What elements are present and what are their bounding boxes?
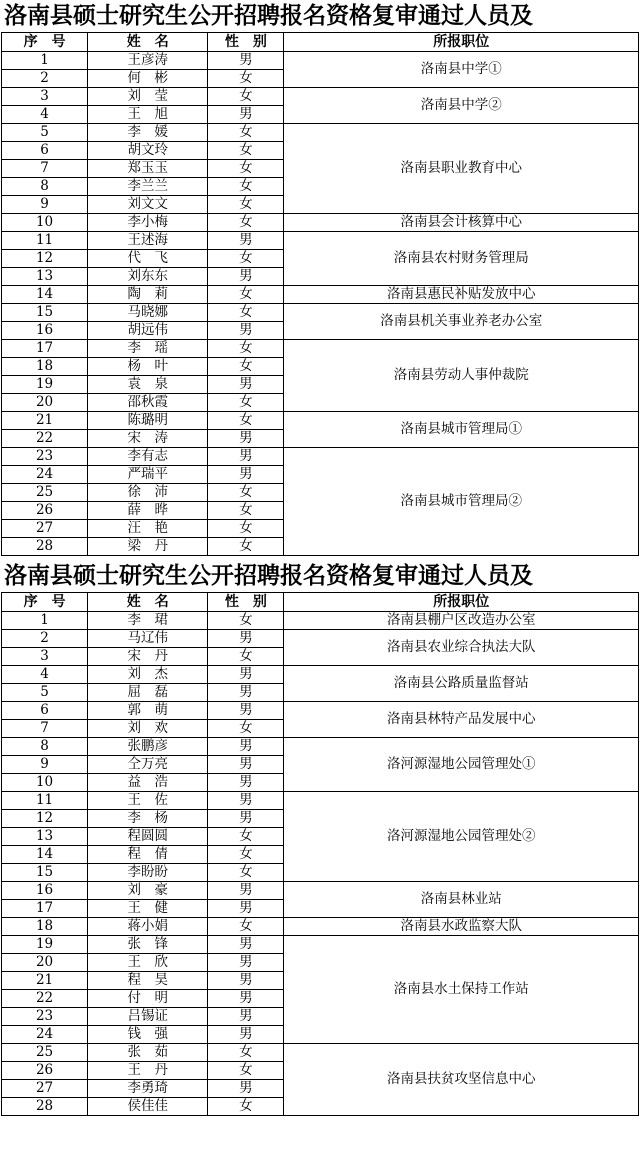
row-number: 24 (2, 1026, 88, 1044)
applicant-gender: 女 (208, 394, 284, 412)
applicant-gender: 女 (208, 250, 284, 268)
row-number: 13 (2, 828, 88, 846)
applicant-gender: 女 (208, 720, 284, 738)
position-cell: 洛河源湿地公园管理处① (284, 738, 639, 792)
row-number: 25 (2, 1044, 88, 1062)
sheet-title: 洛南县硕士研究生公开招聘报名资格复审通过人员及 (0, 560, 640, 592)
table-row (2, 882, 639, 900)
applicant-gender: 男 (208, 792, 284, 810)
position-cell: 洛南县城市管理局② (284, 448, 639, 556)
table-header-row (2, 593, 639, 612)
row-number: 7 (2, 720, 88, 738)
applicant-gender: 女 (208, 178, 284, 196)
position-cell: 洛南县会计核算中心 (284, 214, 639, 232)
applicant-name: 郑玉玉 (88, 160, 208, 178)
applicant-name: 刘东东 (88, 268, 208, 286)
applicant-gender: 女 (208, 828, 284, 846)
row-number: 10 (2, 214, 88, 232)
table-row (2, 630, 639, 648)
column-header: 姓 名 (88, 33, 208, 52)
applicant-gender: 男 (208, 232, 284, 250)
applicant-name: 王 丹 (88, 1062, 208, 1080)
applicant-name: 陶 莉 (88, 286, 208, 304)
table-row (2, 612, 639, 630)
applicant-name: 刘 豪 (88, 882, 208, 900)
row-number: 11 (2, 232, 88, 250)
applicant-name: 梁 丹 (88, 538, 208, 556)
applicant-name: 刘文文 (88, 196, 208, 214)
position-cell: 洛南县水政监察大队 (284, 918, 639, 936)
applicant-gender: 男 (208, 466, 284, 484)
table-row (2, 88, 639, 106)
applicant-name: 仝万亮 (88, 756, 208, 774)
row-number: 6 (2, 142, 88, 160)
applicant-gender: 男 (208, 268, 284, 286)
row-number: 25 (2, 484, 88, 502)
row-number: 16 (2, 882, 88, 900)
row-number: 28 (2, 538, 88, 556)
applicant-gender: 女 (208, 196, 284, 214)
applicant-gender: 女 (208, 160, 284, 178)
applicant-gender: 男 (208, 1026, 284, 1044)
applicant-gender: 男 (208, 106, 284, 124)
applicant-gender: 女 (208, 214, 284, 232)
applicant-name: 严瑞平 (88, 466, 208, 484)
applicant-gender: 男 (208, 1008, 284, 1026)
row-number: 10 (2, 774, 88, 792)
row-number: 22 (2, 430, 88, 448)
applicant-name: 刘 莹 (88, 88, 208, 106)
row-number: 17 (2, 340, 88, 358)
column-header: 性 别 (208, 593, 284, 612)
applicant-gender: 女 (208, 340, 284, 358)
applicant-name: 王 健 (88, 900, 208, 918)
applicant-name: 付 明 (88, 990, 208, 1008)
column-header: 所报职位 (284, 593, 639, 612)
applicant-gender: 女 (208, 648, 284, 666)
applicant-name: 马辽伟 (88, 630, 208, 648)
applicant-name: 侯佳佳 (88, 1098, 208, 1116)
applicant-name: 刘 欢 (88, 720, 208, 738)
applicant-name: 李盼盼 (88, 864, 208, 882)
applicant-name: 王 欣 (88, 954, 208, 972)
applicant-name: 王 佐 (88, 792, 208, 810)
row-number: 24 (2, 466, 88, 484)
row-number: 9 (2, 756, 88, 774)
applicant-gender: 女 (208, 70, 284, 88)
applicant-name: 李 杨 (88, 810, 208, 828)
applicant-name: 宋 丹 (88, 648, 208, 666)
row-number: 20 (2, 954, 88, 972)
table-row (2, 304, 639, 322)
row-number: 28 (2, 1098, 88, 1116)
table-row (2, 936, 639, 954)
applicant-gender: 男 (208, 936, 284, 954)
applicant-name: 蒋小娟 (88, 918, 208, 936)
table-row (2, 1044, 639, 1062)
position-cell: 洛南县中学① (284, 52, 639, 88)
position-cell: 洛南县扶贫攻坚信息中心 (284, 1044, 639, 1116)
applicant-name: 张 锋 (88, 936, 208, 954)
row-number: 26 (2, 502, 88, 520)
applicant-name: 李勇琦 (88, 1080, 208, 1098)
applicant-gender: 男 (208, 702, 284, 720)
applicant-gender: 男 (208, 810, 284, 828)
roster-table (1, 592, 639, 1116)
applicant-name: 张 茹 (88, 1044, 208, 1062)
column-header: 序 号 (2, 33, 88, 52)
applicant-name: 陈璐明 (88, 412, 208, 430)
row-number: 7 (2, 160, 88, 178)
table-row (2, 286, 639, 304)
row-number: 8 (2, 178, 88, 196)
applicant-gender: 男 (208, 954, 284, 972)
applicant-gender: 女 (208, 304, 284, 322)
roster-sheet-2 (0, 560, 640, 1116)
position-cell: 洛南县劳动人事仲裁院 (284, 340, 639, 412)
applicant-name: 何 彬 (88, 70, 208, 88)
table-row (2, 738, 639, 756)
table-row (2, 666, 639, 684)
table-row (2, 214, 639, 232)
applicant-name: 王彦涛 (88, 52, 208, 70)
applicant-name: 程圆圆 (88, 828, 208, 846)
row-number: 9 (2, 196, 88, 214)
position-cell: 洛南县水土保持工作站 (284, 936, 639, 1044)
position-cell: 洛南县中学② (284, 88, 639, 124)
applicant-gender: 女 (208, 1044, 284, 1062)
row-number: 4 (2, 106, 88, 124)
row-number: 2 (2, 70, 88, 88)
applicant-gender: 男 (208, 756, 284, 774)
position-cell: 洛南县城市管理局① (284, 412, 639, 448)
applicant-gender: 女 (208, 918, 284, 936)
applicant-gender: 男 (208, 990, 284, 1008)
table-row (2, 792, 639, 810)
applicant-name: 刘 杰 (88, 666, 208, 684)
applicant-gender: 男 (208, 52, 284, 70)
applicant-gender: 男 (208, 882, 284, 900)
position-cell: 洛南县林业站 (284, 882, 639, 918)
applicant-gender: 男 (208, 684, 284, 702)
applicant-gender: 男 (208, 376, 284, 394)
row-number: 26 (2, 1062, 88, 1080)
applicant-gender: 女 (208, 142, 284, 160)
applicant-name: 郭 萌 (88, 702, 208, 720)
roster-table (1, 32, 639, 556)
applicant-gender: 女 (208, 412, 284, 430)
applicant-gender: 女 (208, 124, 284, 142)
row-number: 27 (2, 1080, 88, 1098)
applicant-name: 益 浩 (88, 774, 208, 792)
position-cell: 洛南县棚户区改造办公室 (284, 612, 639, 630)
applicant-name: 吕锡证 (88, 1008, 208, 1026)
applicant-name: 李 珺 (88, 612, 208, 630)
applicant-gender: 男 (208, 666, 284, 684)
table-row (2, 52, 639, 70)
applicant-name: 汪 艳 (88, 520, 208, 538)
row-number: 15 (2, 304, 88, 322)
position-cell: 洛南县职业教育中心 (284, 124, 639, 214)
applicant-name: 李有志 (88, 448, 208, 466)
table-row (2, 702, 639, 720)
applicant-name: 王 旭 (88, 106, 208, 124)
applicant-name: 李 媛 (88, 124, 208, 142)
applicant-gender: 男 (208, 448, 284, 466)
applicant-gender: 女 (208, 864, 284, 882)
row-number: 23 (2, 448, 88, 466)
row-number: 14 (2, 846, 88, 864)
row-number: 27 (2, 520, 88, 538)
applicant-gender: 女 (208, 612, 284, 630)
applicant-name: 邵秋霞 (88, 394, 208, 412)
row-number: 19 (2, 376, 88, 394)
row-number: 20 (2, 394, 88, 412)
position-cell: 洛南县农业综合执法大队 (284, 630, 639, 666)
table-row (2, 918, 639, 936)
position-cell: 洛南县农村财务管理局 (284, 232, 639, 286)
applicant-gender: 女 (208, 1098, 284, 1116)
applicant-gender: 男 (208, 430, 284, 448)
applicant-name: 宋 涛 (88, 430, 208, 448)
table-row (2, 340, 639, 358)
applicant-name: 袁 泉 (88, 376, 208, 394)
column-header: 性 别 (208, 33, 284, 52)
column-header: 姓 名 (88, 593, 208, 612)
row-number: 23 (2, 1008, 88, 1026)
applicant-gender: 女 (208, 520, 284, 538)
row-number: 1 (2, 52, 88, 70)
applicant-name: 杨 叶 (88, 358, 208, 376)
row-number: 17 (2, 900, 88, 918)
row-number: 14 (2, 286, 88, 304)
position-cell: 洛南县公路质量监督站 (284, 666, 639, 702)
applicant-name: 胡远伟 (88, 322, 208, 340)
row-number: 5 (2, 124, 88, 142)
row-number: 11 (2, 792, 88, 810)
applicant-gender: 男 (208, 900, 284, 918)
applicant-name: 徐 沛 (88, 484, 208, 502)
applicant-gender: 女 (208, 502, 284, 520)
applicant-name: 屈 磊 (88, 684, 208, 702)
applicant-name: 李小梅 (88, 214, 208, 232)
applicant-gender: 女 (208, 88, 284, 106)
applicant-name: 钱 强 (88, 1026, 208, 1044)
table-row (2, 412, 639, 430)
applicant-gender: 女 (208, 286, 284, 304)
applicant-gender: 女 (208, 484, 284, 502)
applicant-gender: 女 (208, 846, 284, 864)
applicant-name: 马晓娜 (88, 304, 208, 322)
sheet-title: 洛南县硕士研究生公开招聘报名资格复审通过人员及 (0, 0, 640, 32)
position-cell: 洛南县林特产品发展中心 (284, 702, 639, 738)
applicant-name: 张鹏彦 (88, 738, 208, 756)
row-number: 4 (2, 666, 88, 684)
applicant-name: 代 飞 (88, 250, 208, 268)
applicant-gender: 女 (208, 538, 284, 556)
table-row (2, 124, 639, 142)
row-number: 8 (2, 738, 88, 756)
row-number: 18 (2, 358, 88, 376)
applicant-name: 李 瑶 (88, 340, 208, 358)
row-number: 1 (2, 612, 88, 630)
applicant-gender: 女 (208, 358, 284, 376)
row-number: 21 (2, 972, 88, 990)
row-number: 16 (2, 322, 88, 340)
roster-sheet-1 (0, 0, 640, 556)
row-number: 2 (2, 630, 88, 648)
applicant-gender: 男 (208, 738, 284, 756)
applicant-name: 王述海 (88, 232, 208, 250)
applicant-gender: 男 (208, 630, 284, 648)
row-number: 3 (2, 88, 88, 106)
row-number: 13 (2, 268, 88, 286)
row-number: 15 (2, 864, 88, 882)
table-row (2, 448, 639, 466)
row-number: 12 (2, 250, 88, 268)
row-number: 22 (2, 990, 88, 1008)
applicant-name: 李兰兰 (88, 178, 208, 196)
position-cell: 洛南县惠民补贴发放中心 (284, 286, 639, 304)
applicant-name: 薛 晔 (88, 502, 208, 520)
table-row (2, 232, 639, 250)
applicant-gender: 男 (208, 322, 284, 340)
applicant-gender: 女 (208, 1062, 284, 1080)
row-number: 12 (2, 810, 88, 828)
column-header: 序 号 (2, 593, 88, 612)
applicant-name: 程 昊 (88, 972, 208, 990)
row-number: 3 (2, 648, 88, 666)
applicant-name: 胡文玲 (88, 142, 208, 160)
position-cell: 洛河源湿地公园管理处② (284, 792, 639, 882)
row-number: 21 (2, 412, 88, 430)
applicant-gender: 男 (208, 1080, 284, 1098)
column-header: 所报职位 (284, 33, 639, 52)
applicant-name: 程 倩 (88, 846, 208, 864)
row-number: 6 (2, 702, 88, 720)
applicant-gender: 男 (208, 972, 284, 990)
row-number: 18 (2, 918, 88, 936)
applicant-gender: 男 (208, 774, 284, 792)
position-cell: 洛南县机关事业养老办公室 (284, 304, 639, 340)
row-number: 19 (2, 936, 88, 954)
table-header-row (2, 33, 639, 52)
row-number: 5 (2, 684, 88, 702)
